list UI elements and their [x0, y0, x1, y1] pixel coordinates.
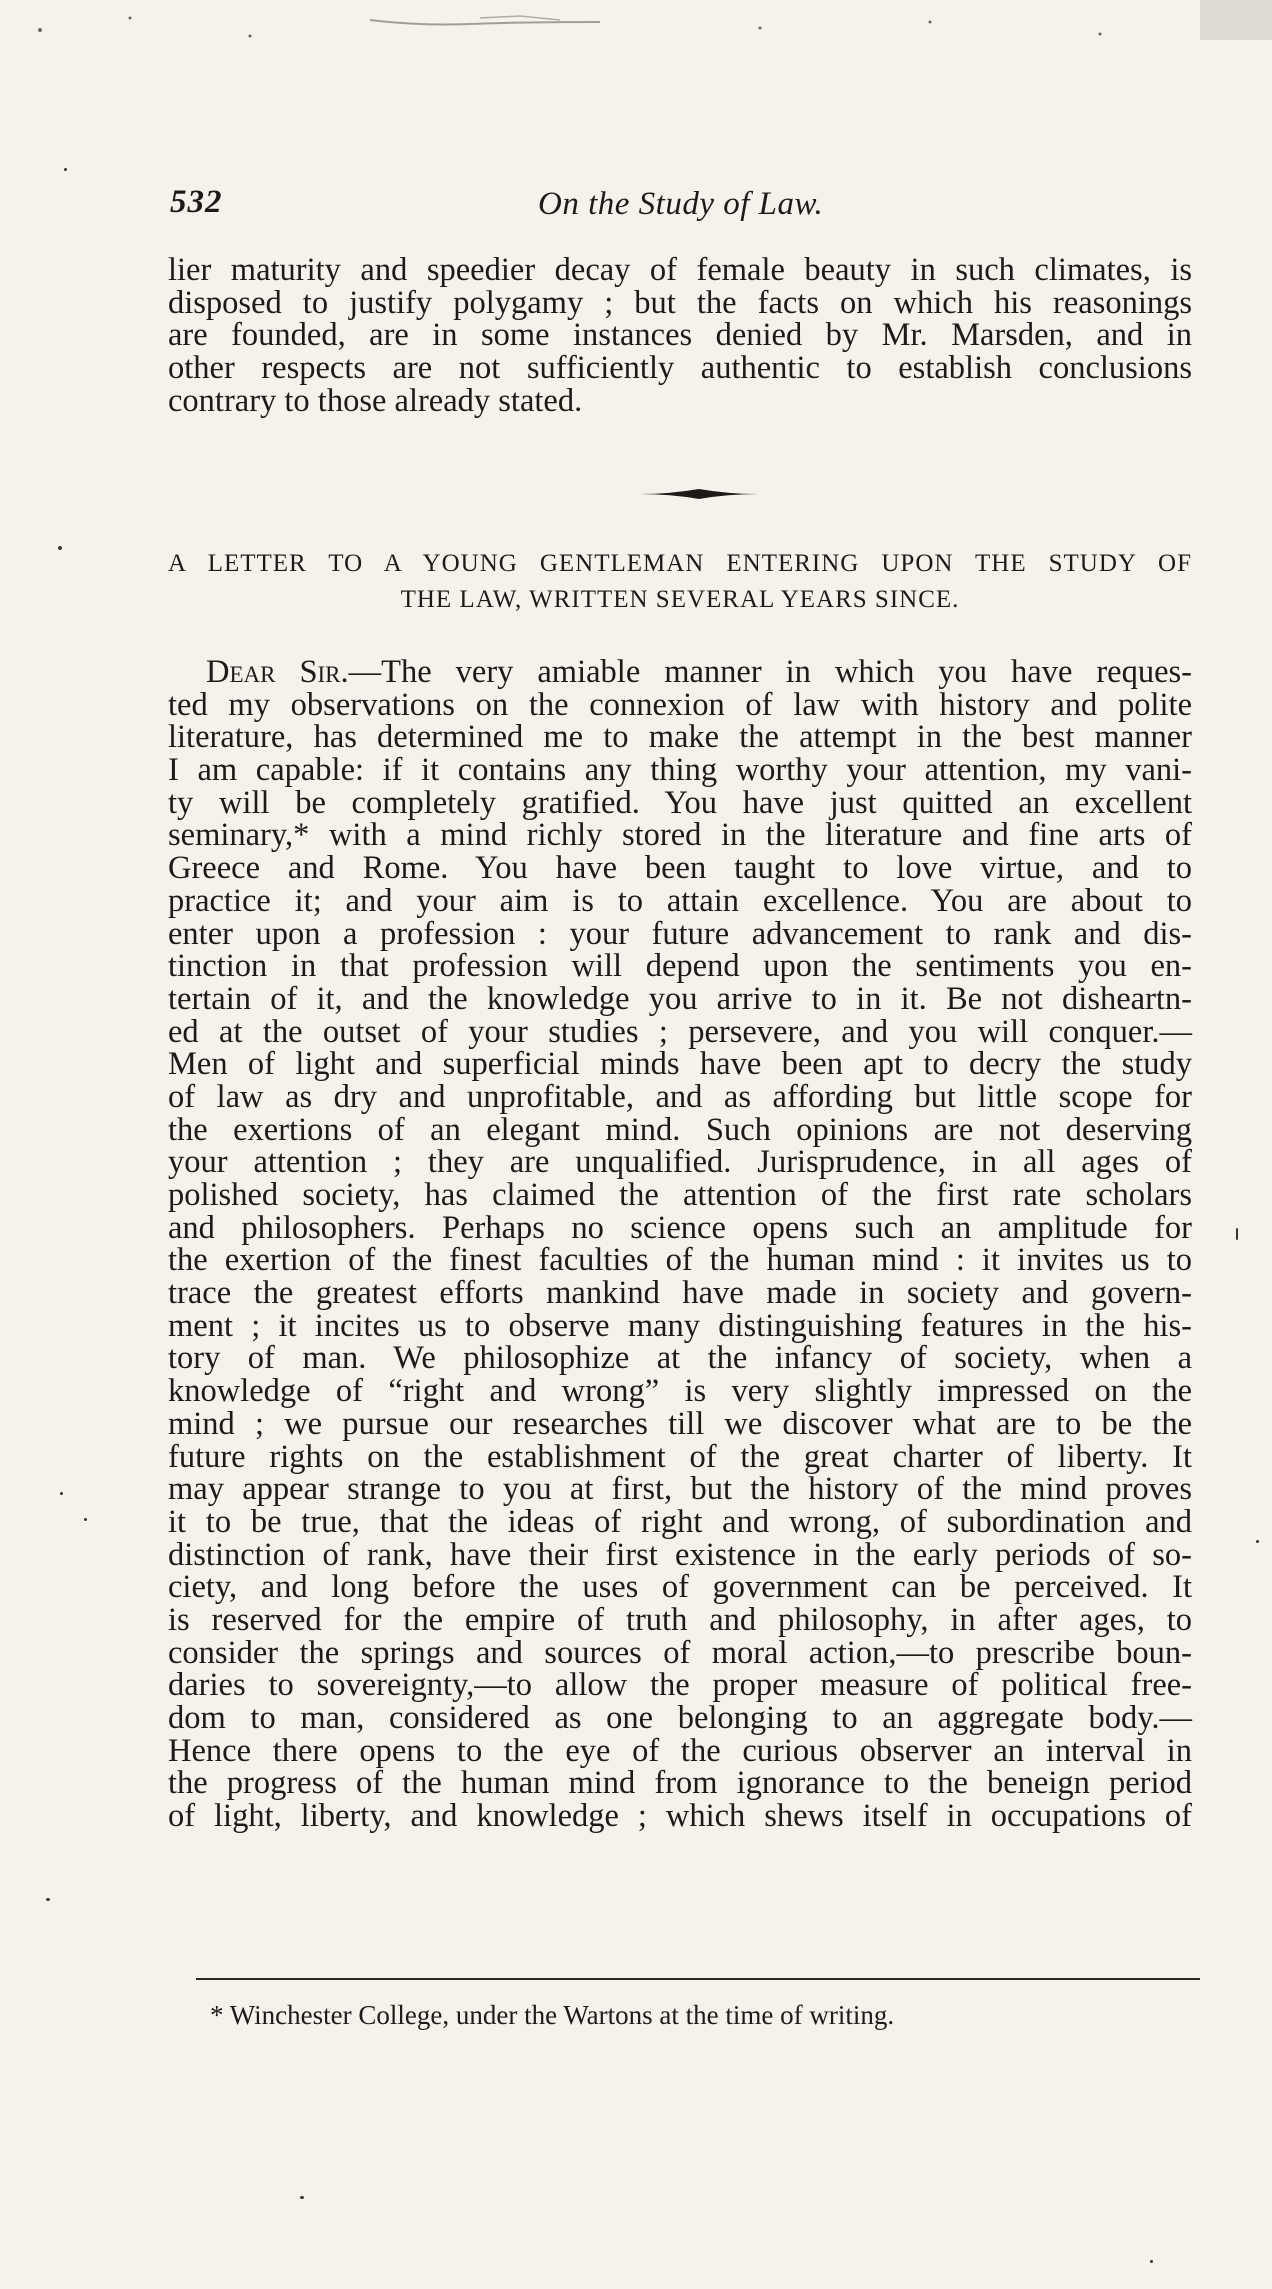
scan-noise-top	[0, 0, 1272, 60]
text-line: consider the springs and sources of moral action,—to prescribe boun-	[168, 1634, 1192, 1671]
text-line: ted my observations on the connexion of law with history and polite	[168, 686, 1192, 723]
page-number: 532	[170, 184, 223, 220]
footnote-rule	[196, 1978, 1200, 1980]
text-line: are founded, are in some instances denied by Mr. Marsden, and in	[168, 317, 1192, 354]
text-line: ment ; it incites us to observe many distinguishing features in the his-	[168, 1307, 1192, 1344]
letter-body	[168, 656, 1192, 1833]
text-line-first	[168, 656, 1192, 689]
text-line: ciety, and long before the uses of government can be perceived. It	[168, 1569, 1192, 1606]
section-divider-ornament	[640, 488, 758, 500]
text-line: I am capable: if it contains any thing worthy your attention, my vani-	[168, 752, 1192, 789]
text-line: may appear strange to you at first, but the history of the mind proves	[168, 1471, 1192, 1508]
scan-speck	[1236, 1228, 1238, 1240]
text-line: Men of light and superficial minds have been apt to decry the study	[168, 1046, 1192, 1083]
running-header	[168, 178, 1208, 238]
text-line: it to be true, that the ideas of right and wrong, of subordination and	[168, 1503, 1192, 1540]
text-line: your attention ; they are unqualified. Jurisprudence, in all ages of	[168, 1144, 1192, 1181]
text-line: Greece and Rome. You have been taught to love virtue, and to	[168, 850, 1192, 887]
text-line: ty will be completely gratified. You have just quitted an excellent	[168, 784, 1192, 821]
letter-heading	[168, 546, 1192, 618]
scan-speck	[46, 1898, 50, 1901]
text-line: mind ; we pursue our researches till we discover what are to be the	[168, 1405, 1192, 1442]
scan-speck	[1150, 2260, 1153, 2263]
text-line: contrary to those already stated.	[168, 382, 583, 419]
text-line: is reserved for the empire of truth and philosophy, in after ages, to	[168, 1601, 1192, 1638]
text-line: ed at the outset of your studies ; persevere, and you will conquer.—	[168, 1013, 1192, 1050]
text-line: the exertion of the finest faculties of the human mind : it invites us to	[168, 1242, 1192, 1279]
heading-line-1: A LETTER TO A YOUNG GENTLEMAN ENTERING UPON THE STUDY OF	[168, 550, 1192, 577]
scan-speck	[84, 1518, 87, 1521]
text-line: the progress of the human mind from ignorance to the beneign period	[168, 1765, 1192, 1802]
text-line: distinction of rank, have their first existence in the early periods of so-	[168, 1536, 1192, 1573]
scan-speck	[58, 546, 62, 550]
text-line: the exertions of an elegant mind. Such opinions are not deserving	[168, 1111, 1192, 1148]
text-line: seminary,* with a mind richly stored in the literature and fine arts of	[168, 817, 1192, 854]
text-line: enter upon a profession : your future advancement to rank and dis-	[168, 915, 1192, 952]
text-line: tory of man. We philosophize at the infancy of society, when a	[168, 1340, 1192, 1377]
footnote: * Winchester College, under the Wartons at the time of writing.	[210, 2000, 895, 2030]
text-line: practice it; and your aim is to attain excellence. You are about to	[168, 882, 1192, 919]
scan-speck	[1256, 1540, 1259, 1543]
scan-speck	[64, 168, 67, 171]
text-line: tinction in that profession will depend upon the sentiments you en-	[168, 948, 1192, 985]
text-line: literature, has determined me to make the attempt in the best manner	[168, 719, 1192, 756]
text-line: trace the greatest efforts mankind have made in society and govern-	[168, 1275, 1192, 1312]
text-line: tertain of it, and the knowledge you arrive to in it. Be not disheartn-	[168, 980, 1192, 1017]
text-line: knowledge of “right and wrong” is very slightly impressed on the	[168, 1373, 1192, 1410]
text-line: other respects are not sufficiently authentic to establish conclusions	[168, 350, 1192, 387]
text-line: daries to sovereignty,—to allow the proper measure of political free-	[168, 1667, 1192, 1704]
scan-speck	[60, 1492, 63, 1495]
text-line: lier maturity and speedier decay of female beauty in such climates, is	[168, 252, 1192, 288]
salutation: Dear Sir.	[206, 654, 349, 690]
text-line: dom to man, considered as one belonging to an aggregate body.—	[168, 1700, 1192, 1736]
carryover-paragraph	[168, 254, 1192, 417]
heading-line-2: THE LAW, WRITTEN SEVERAL YEARS SINCE.	[400, 586, 960, 613]
text-line: Hence there opens to the eye of the curious observer an interval in	[168, 1732, 1192, 1769]
text-line: of light, liberty, and knowledge ; which shews itself in occupations of	[168, 1798, 1192, 1835]
text-line: disposed to justify polygamy ; but the facts on which his reasonings	[168, 284, 1192, 321]
text-line-first-rest: —The very amiable manner in which you have reques-	[348, 654, 1193, 690]
text-line: polished society, has claimed the attention of the first rate scholars	[168, 1177, 1192, 1213]
text-line: of law as dry and unprofitable, and as affording but little scope for	[168, 1078, 1192, 1115]
text-line: future rights on the establishment of the great charter of liberty. It	[168, 1438, 1192, 1475]
scan-speck	[300, 2196, 304, 2199]
running-title: On the Study of Law.	[538, 186, 824, 222]
text-line: and philosophers. Perhaps no science opens such an amplitude for	[168, 1209, 1192, 1246]
